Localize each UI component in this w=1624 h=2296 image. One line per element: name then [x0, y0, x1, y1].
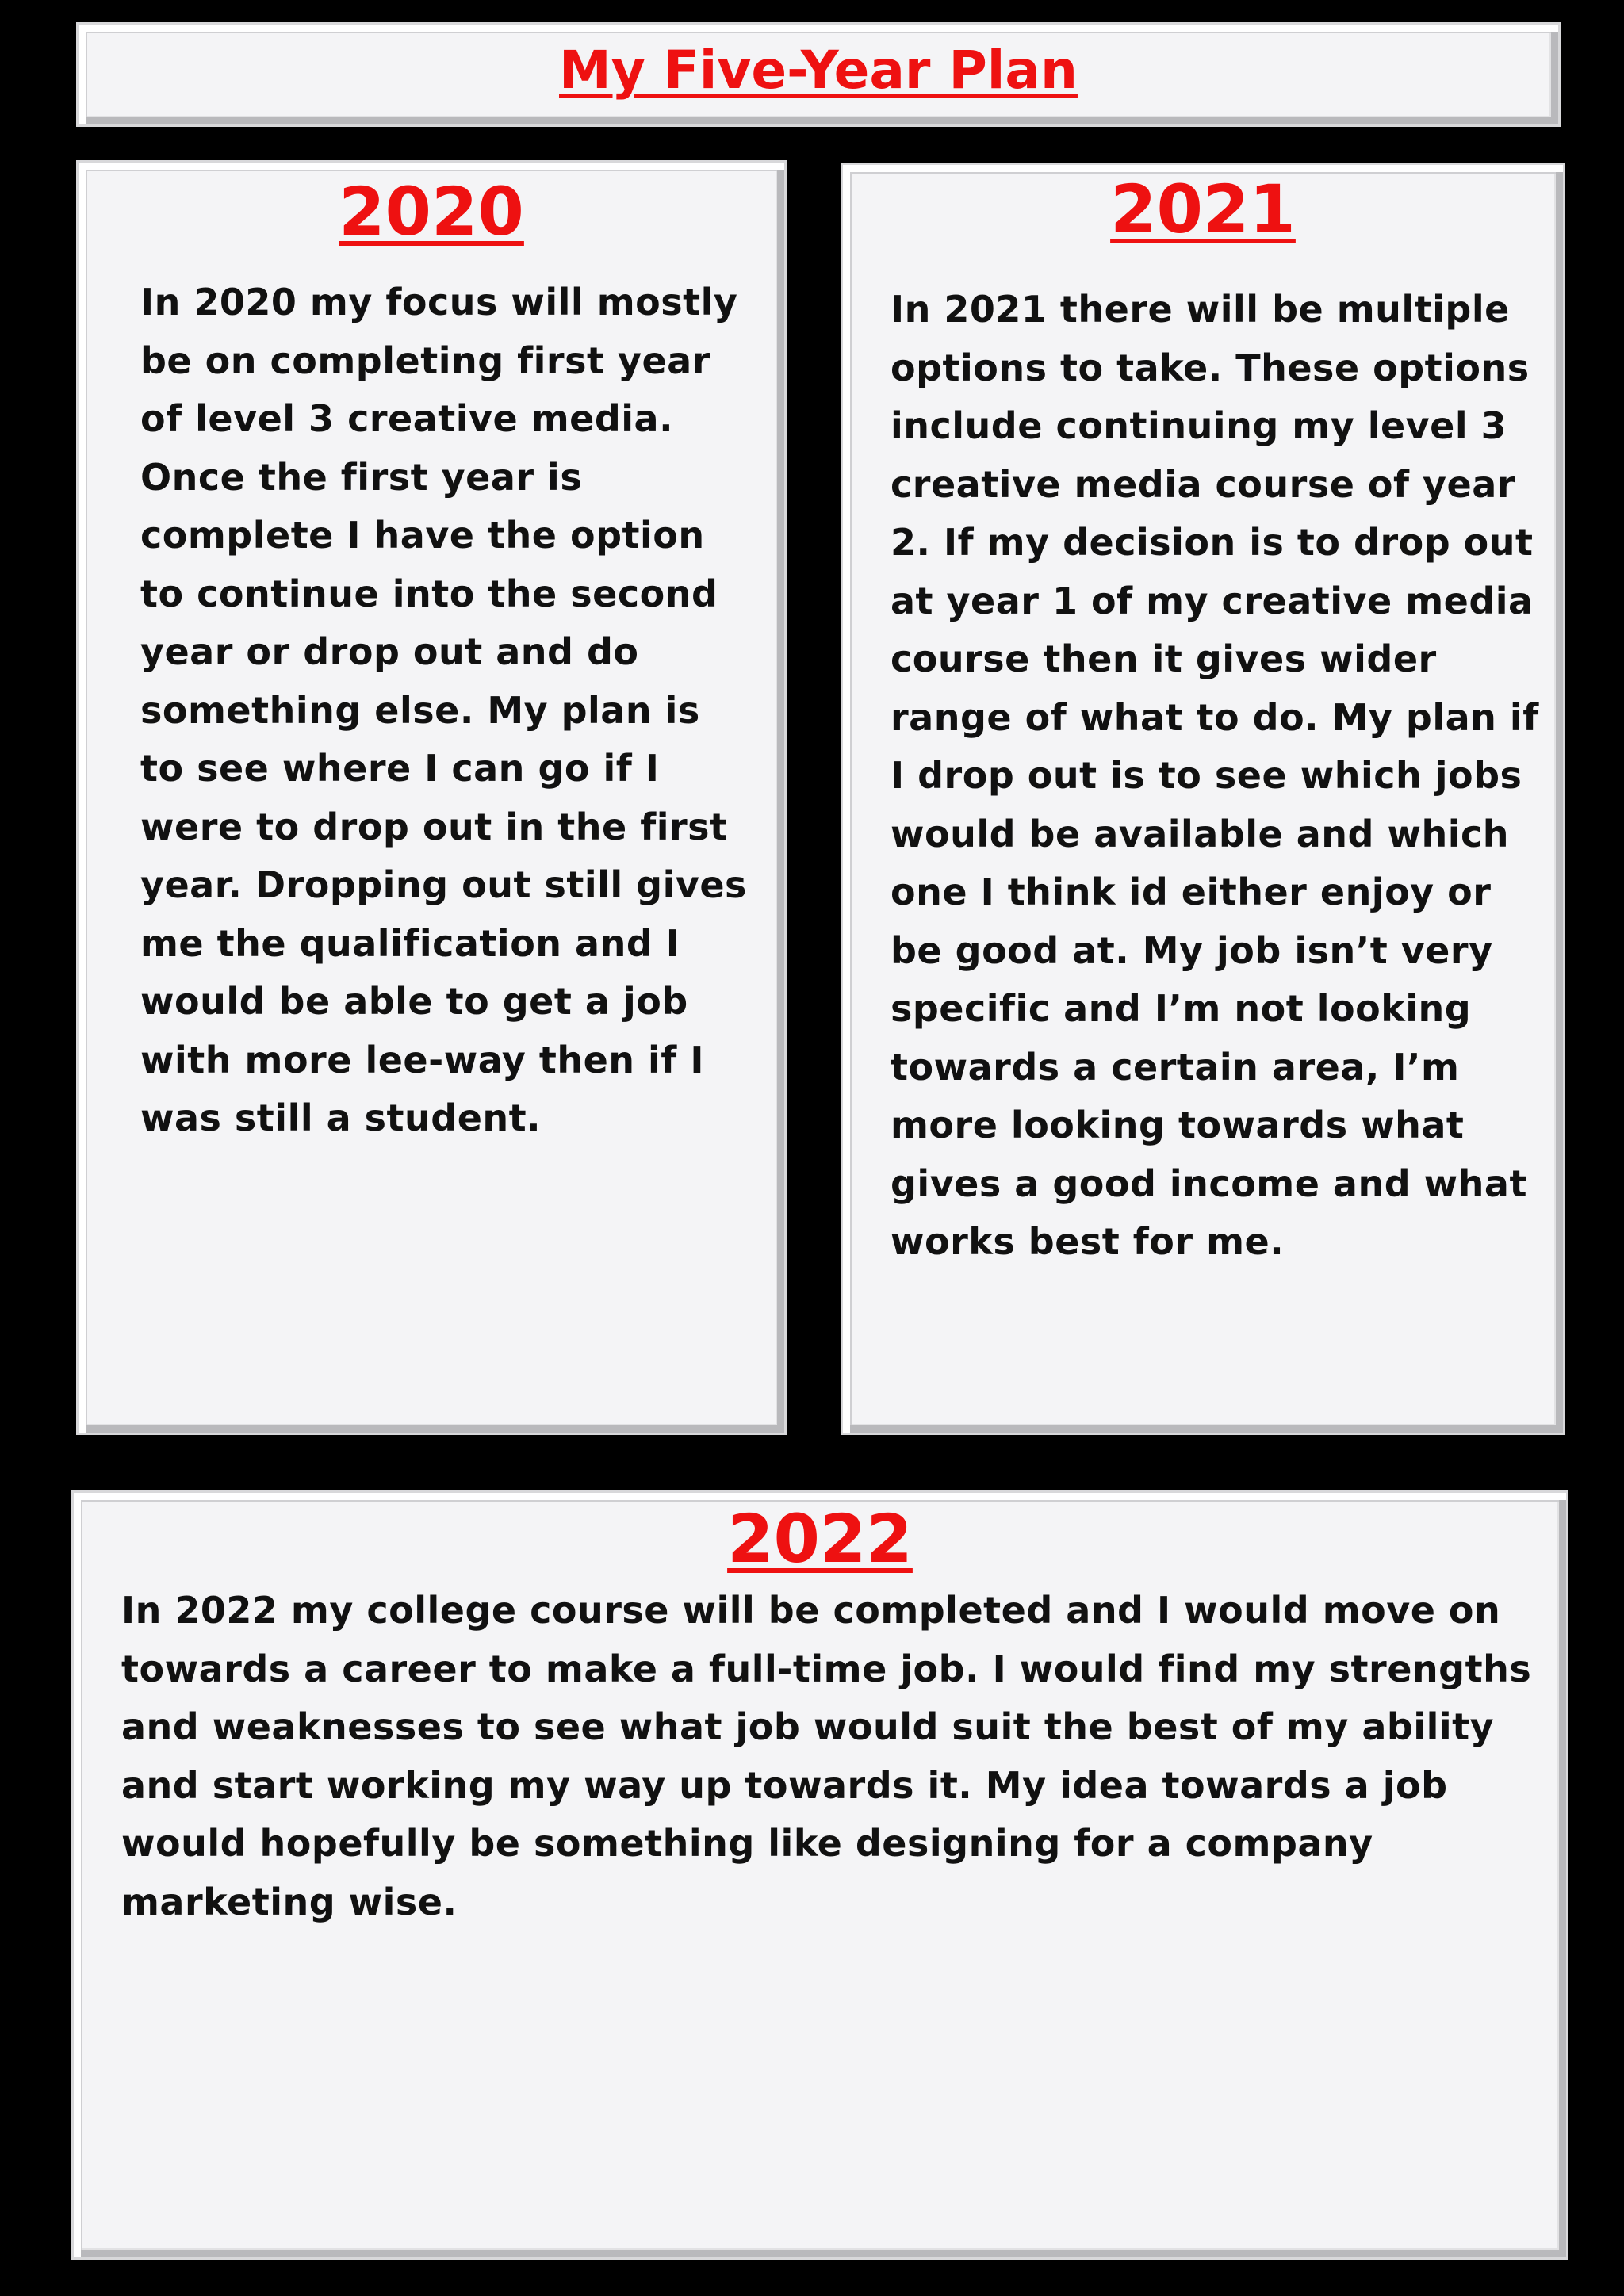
title-panel	[76, 22, 1561, 127]
section-2021-panel	[841, 163, 1565, 1435]
section-2020-heading: 2020	[339, 173, 524, 251]
section-2020-panel	[76, 160, 787, 1435]
section-2022-heading: 2022	[727, 1500, 913, 1578]
section-2021-text: In 2021 there will be multiple options to take. These options include continuing my level 3 creative media course of year 2. If my decision is to drop out at year 1 of my creative media course then it gives wider range of what to do. My plan if I drop out is to see which jobs would be available and which one I think id either enjoy or be good at. My job isn’t very specific and I’m not looking towards a certain area, I’m more looking towards what gives a good income and what works best for me.	[891, 288, 1539, 1263]
section-2022-panel	[71, 1490, 1568, 2260]
section-2022-text: In 2022 my college course will be completed and I would move on towards a career to make a full-time job. I would find my strengths and weaknesses to see what job would suit the best of my ability and start working my way up towards it. My idea towards a job would hopefully be something like designing for a company marketing wise.	[121, 1589, 1532, 1923]
section-2020-text: In 2020 my focus will mostly be on completing first year of level 3 creative media. Once the first year is complete I have the option to continue into the second year or drop out and do something else. My plan is to see where I can go if I were to drop out in the first year. Dropping out still gives me the qualification and I would be able to get a job with more lee-way then if I was still a student.	[140, 281, 747, 1139]
section-2021-heading: 2021	[1110, 170, 1296, 248]
page-title: My Five-Year Plan	[559, 40, 1078, 101]
